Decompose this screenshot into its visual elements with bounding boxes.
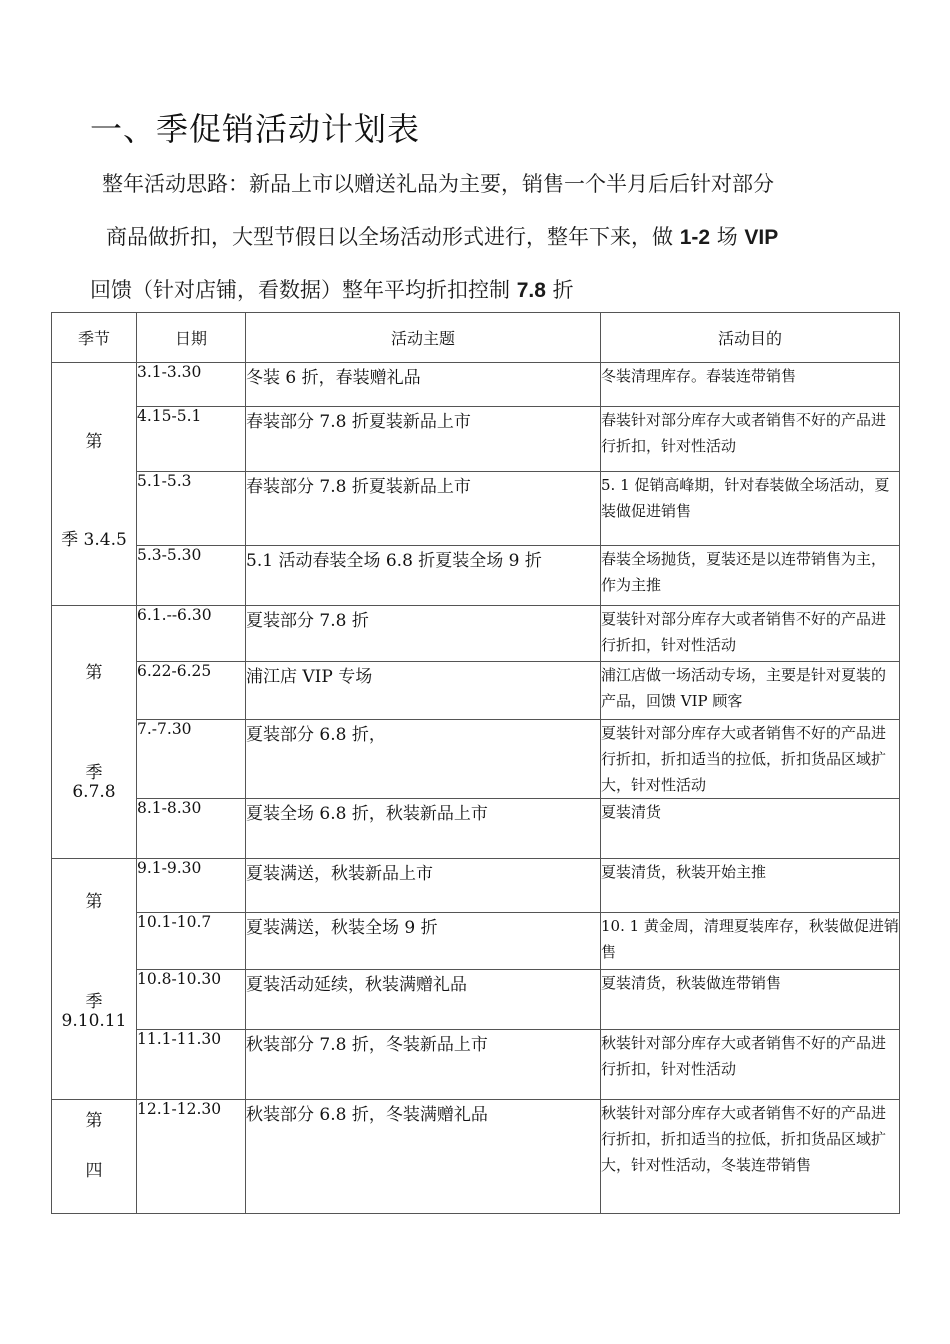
theme-cell: 夏装满送，秋装新品上市	[246, 859, 601, 913]
goal-cell: 秋装针对部分库存大或者销售不好的产品进行折扣，折扣适当的拉低，折扣货品区域扩大，针对性活动，冬装连带销售	[601, 1100, 900, 1214]
vip-label: VIP	[744, 226, 779, 249]
date-cell: 10.1-10.7	[137, 913, 246, 969]
date-cell: 6.22-6.25	[137, 662, 246, 720]
season-1-top: 第	[85, 432, 103, 452]
goal-cell: 春装针对部分库存大或者销售不好的产品进行折扣，针对性活动	[601, 407, 900, 472]
table-row	[52, 913, 900, 969]
table-row	[52, 662, 900, 720]
promotion-plan-table	[51, 312, 900, 1214]
goal-cell: 冬装清理库存。春装连带销售	[601, 363, 900, 407]
theme-cell: 冬装 6 折，春装赠礼品	[246, 363, 601, 407]
date-cell: 5.3-5.30	[137, 545, 246, 605]
table-row	[52, 407, 900, 472]
goal-cell: 春装全场抛货，夏装还是以连带销售为主，作为主推	[601, 545, 900, 605]
table-row	[52, 363, 900, 407]
date-cell: 4.15-5.1	[137, 407, 246, 472]
table-row	[52, 799, 900, 859]
season-3-mid: 季	[85, 992, 103, 1012]
date-cell: 11.1-11.30	[137, 1030, 246, 1100]
date-cell: 3.1-3.30	[137, 363, 246, 407]
intro-line-2-mid: 场	[710, 225, 745, 249]
table-header-row	[52, 313, 900, 363]
goal-cell: 夏装清货	[601, 799, 900, 859]
intro-line-2-text: 商品做折扣，大型节假日以全场活动形式进行，整年下来，做	[106, 225, 680, 249]
table-row	[52, 545, 900, 605]
vip-count: 1-2	[679, 226, 711, 249]
theme-cell: 夏装部分 7.8 折	[246, 606, 601, 662]
theme-cell: 浦江店 VIP 专场	[246, 662, 601, 720]
goal-cell: 夏装针对部分库存大或者销售不好的产品进行折扣，针对性活动	[601, 606, 900, 662]
season-cell-1	[52, 363, 137, 606]
date-cell: 8.1-8.30	[137, 799, 246, 859]
season-2-mid: 季	[85, 763, 103, 783]
season-cell-2	[52, 606, 137, 859]
date-cell: 12.1-12.30	[137, 1100, 246, 1214]
header-theme: 活动主题	[246, 313, 601, 363]
table-row	[52, 606, 900, 662]
date-cell: 7.-7.30	[137, 720, 246, 799]
theme-cell: 5.1 活动春装全场 6.8 折夏装全场 9 折	[246, 545, 601, 605]
season-cell-4	[52, 1100, 137, 1214]
theme-cell: 秋装部分 6.8 折，冬装满赠礼品	[246, 1100, 601, 1214]
theme-cell: 夏装全场 6.8 折，秋装新品上市	[246, 799, 601, 859]
intro-paragraph	[88, 166, 868, 325]
season-4-top: 第	[85, 1111, 103, 1131]
intro-line-3-end: 折	[545, 278, 574, 302]
header-date: 日期	[137, 313, 246, 363]
goal-cell: 夏装清货，秋装开始主推	[601, 859, 900, 913]
average-discount: 7.8	[516, 279, 546, 302]
theme-cell: 秋装部分 7.8 折，冬装新品上市	[246, 1030, 601, 1100]
goal-cell: 夏装针对部分库存大或者销售不好的产品进行折扣，折扣适当的拉低，折扣货品区域扩大，针对性活动	[601, 720, 900, 799]
theme-cell: 春装部分 7.8 折夏装新品上市	[246, 407, 601, 472]
header-goal: 活动目的	[601, 313, 900, 363]
date-cell: 9.1-9.30	[137, 859, 246, 913]
date-cell: 10.8-10.30	[137, 969, 246, 1030]
table-row	[52, 1100, 900, 1214]
theme-cell: 夏装活动延续，秋装满赠礼品	[246, 969, 601, 1030]
season-2-bottom: 6.7.8	[72, 782, 116, 802]
theme-cell: 夏装满送，秋装全场 9 折	[246, 913, 601, 969]
season-2-top: 第	[85, 663, 103, 683]
season-1-bottom: 季 3.4.5	[61, 530, 127, 550]
intro-line-3-text: 回馈（针对店铺，看数据）整年平均折扣控制	[90, 278, 517, 302]
page-title: 一、季促销活动计划表	[90, 110, 421, 148]
header-season: 季节	[52, 313, 137, 363]
table-row	[52, 720, 900, 799]
date-cell: 5.1-5.3	[137, 472, 246, 545]
season-cell-3	[52, 859, 137, 1100]
goal-cell: 浦江店做一场活动专场，主要是针对夏装的产品，回馈 VIP 顾客	[601, 662, 900, 720]
goal-cell: 10. 1 黄金周，清理夏装库存，秋装做促进销售	[601, 913, 900, 969]
theme-cell: 春装部分 7.8 折夏装新品上市	[246, 472, 601, 545]
theme-cell: 夏装部分 6.8 折，	[246, 720, 601, 799]
date-cell: 6.1.--6.30	[137, 606, 246, 662]
table-row	[52, 472, 900, 545]
season-3-bottom: 9.10.11	[61, 1011, 127, 1031]
table-row	[52, 969, 900, 1030]
goal-cell: 秋装针对部分库存大或者销售不好的产品进行折扣，针对性活动	[601, 1030, 900, 1100]
season-3-top: 第	[85, 892, 103, 912]
intro-line-2	[88, 219, 868, 272]
intro-line-1: 整年活动思路：新品上市以赠送礼品为主要，销售一个半月后后针对部分	[102, 172, 774, 196]
table-row	[52, 859, 900, 913]
goal-cell: 夏装清货，秋装做连带销售	[601, 969, 900, 1030]
goal-cell: 5. 1 促销高峰期，针对春装做全场活动，夏装做促进销售	[601, 472, 900, 545]
season-4-bottom: 四	[85, 1161, 103, 1181]
table-row	[52, 1030, 900, 1100]
